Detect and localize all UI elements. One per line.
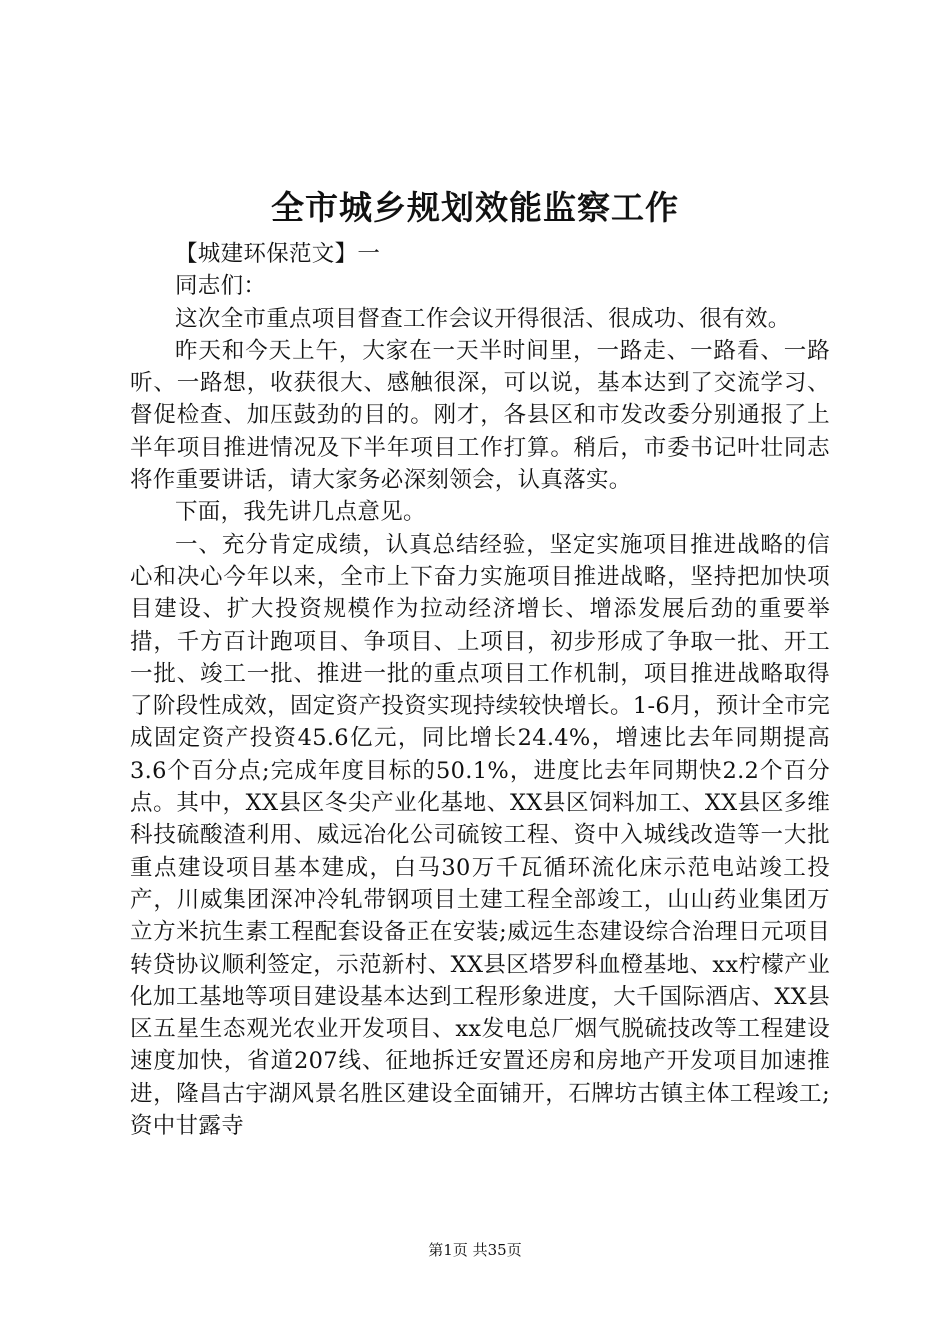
category-label: 【城建环保范文】一: [175, 241, 381, 267]
paragraph: 昨天和今天上午，大家在一天半时间里，一路走、一路看、一路听、一路想，收获很大、感触很深，可以说，基本达到了交流学习、督促检查、加压鼓劲的目的。刚才，各县区和市发改委分别通报了上半年项目推进情况及下半年项目工作打算。稍后，市委书记叶壮同志将作重要讲话，请大家务必深刻领会，认真落实。: [130, 337, 830, 494]
page-number-footer: 第1页 共35页: [428, 1241, 522, 1259]
document-title: 全市城乡规划效能监察工作: [271, 188, 679, 227]
paragraph: 下面，我先讲几点意见。: [175, 499, 426, 526]
document-body: [130, 238, 830, 1142]
salutation: 同志们：: [175, 273, 267, 300]
paragraph: 这次全市重点项目督查工作会议开得很活、很成功、很有效。: [175, 305, 791, 332]
paragraph: 一、充分肯定成绩，认真总结经验，坚定实施项目推进战略的信心和决心今年以来，全市上下奋力实施项目推进战略，坚持把加快项目建设、扩大投资规模作为拉动经济增长、增添发展后劲的重要举措，千方百计跑项目、争项目、上项目，初步形成了争取一批、开工一批、竣工一批、推进一批的重点项目工作机制，项目推进战略取得了阶段性成效，固定资产投资实现持续较快增长。1-6月，预计全市完成固定资产投资45.6亿元，同比增长24.4%，增速比去年同期提高3.6个百分点;完成年度目标的50.1%，进度比去年同期快2.2个百分点。其中，XX县区冬尖产业化基地、XX县区饲料加工、XX县区多维科技硫酸渣利用、威远冶化公司硫铵工程、资中入城线改造等一大批重点建设项目基本建成，白马30万千瓦循环流化床示范电站竣工投产，川威集团深冲冷轧带钢项目土建工程全部竣工，山山药业集团万立方米抗生素工程配套设备正在安装;威远生态建设综合治理日元项目转贷协议顺利签定，示范新村、XX县区塔罗科血橙基地、xx柠檬产业化加工基地等项目建设基本达到工程形象进度，大千国际酒店、XX县区五星生态观光农业开发项目、xx发电总厂烟气脱硫技改等工程建设速度加快，省道207线、征地拆迁安置还房和房地产开发项目加速推进，隆昌古宇湖风景名胜区建设全面铺开，石牌坊古镇主体工程竣工;资中甘露寺: [130, 531, 830, 1140]
